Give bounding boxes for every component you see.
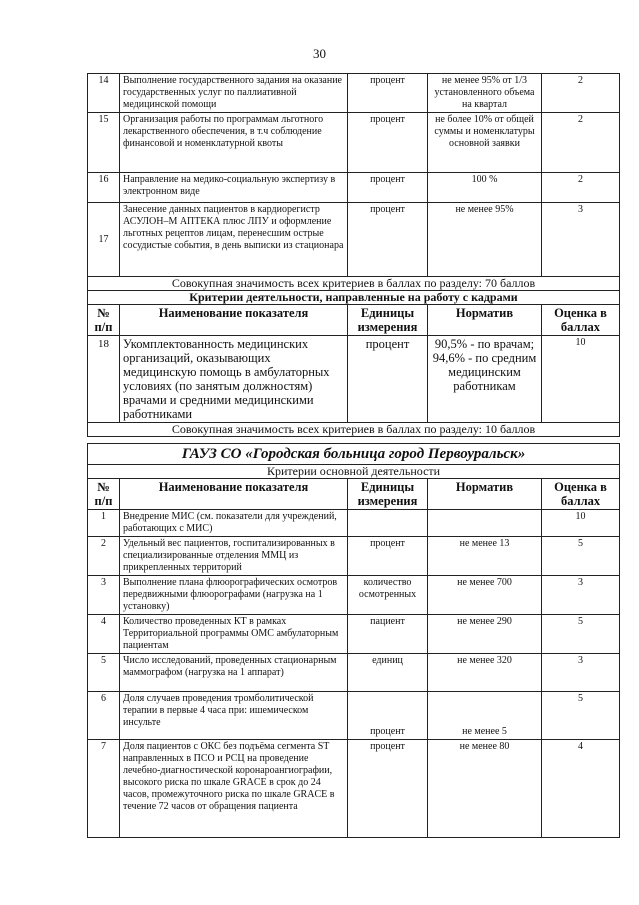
table-row [88, 113, 620, 173]
indicator-name: Удельный вес пациентов, госпитализированных в специализированные отделения ММЦ из прикрепленных территорий [120, 537, 348, 576]
section-subtitle: Критерии основной деятельности [88, 465, 620, 479]
unit: процент [348, 537, 428, 576]
summary-row [88, 277, 620, 291]
hospital-title-row [88, 444, 620, 465]
table-row [88, 74, 620, 113]
header-number: № п/п [88, 305, 120, 336]
table-row [88, 336, 620, 423]
header-name: Наименование показателя [120, 479, 348, 510]
criteria-table-continued [87, 73, 620, 437]
indicator-name: Укомплектованность медицинских организаций, оказывающих медицинскую помощь в амбулаторных условиях (по занятым должностям) врачами и средними медицинскими работниками [120, 336, 348, 423]
table-row [88, 203, 620, 277]
row-number: 14 [88, 74, 120, 113]
norm: не более 10% от общей суммы и номенклатуры основной заявки [428, 113, 542, 173]
row-number: 3 [88, 576, 120, 615]
indicator-name: Занесение данных пациентов в кардиорегистр АСУЛОН–М АПТЕКА плюс ЛПУ и оформление льготных рецептов лицам, перенесшим острые сосудистые события, в день выписки из стационара [120, 203, 348, 277]
unit: количество осмотренных [348, 576, 428, 615]
table-row [88, 692, 620, 740]
table-row [88, 654, 620, 692]
unit: процент [348, 173, 428, 203]
table-row [88, 510, 620, 537]
norm: не менее 13 [428, 537, 542, 576]
header-row [88, 479, 620, 510]
row-number: 6 [88, 692, 120, 740]
indicator-name: Число исследований, проведенных стационарным маммографом (нагрузка на 1 аппарат) [120, 654, 348, 692]
indicator-name: Доля случаев проведения тромболитической терапии в первые 4 часа при: ишемическом инсульте [120, 692, 348, 740]
norm: не менее 290 [428, 615, 542, 654]
indicator-name: Выполнение плана флюорографических осмотров передвижными флюорографами (нагрузка на 1 установку) [120, 576, 348, 615]
score: 2 [542, 74, 620, 113]
unit: процент [348, 74, 428, 113]
hospital-criteria-table [87, 443, 620, 838]
hospital-title: ГАУЗ СО «Городская больница город Первоуральск» [88, 444, 620, 465]
unit: процент [348, 740, 428, 838]
row-number: 5 [88, 654, 120, 692]
score: 5 [542, 537, 620, 576]
norm [428, 510, 542, 537]
norm: не менее 80 [428, 740, 542, 838]
summary-text: Совокупная значимость всех критериев в баллах по разделу: 10 баллов [88, 423, 620, 437]
unit: пациент [348, 615, 428, 654]
norm: не менее 95% от 1/3 установленного объема на квартал [428, 74, 542, 113]
row-number: 17 [88, 203, 120, 277]
header-row [88, 305, 620, 336]
unit: процент [348, 113, 428, 173]
page-number: 30 [313, 46, 326, 61]
summary-row [88, 423, 620, 437]
summary-text: Совокупная значимость всех критериев в баллах по разделу: 70 баллов [88, 277, 620, 291]
norm: не менее 320 [428, 654, 542, 692]
table-row [88, 740, 620, 838]
header-number: № п/п [88, 479, 120, 510]
table-row [88, 537, 620, 576]
score: 3 [542, 654, 620, 692]
header-name: Наименование показателя [120, 305, 348, 336]
section-title: Критерии деятельности, направленные на работу с кадрами [88, 291, 620, 305]
norm: не менее 5 [428, 692, 542, 740]
row-number: 15 [88, 113, 120, 173]
score: 2 [542, 173, 620, 203]
norm: 100 % [428, 173, 542, 203]
unit: единиц [348, 654, 428, 692]
subtitle-row [88, 465, 620, 479]
header-unit: Единицы измерения [348, 305, 428, 336]
row-number: 18 [88, 336, 120, 423]
header-norm: Норматив [428, 305, 542, 336]
score: 3 [542, 203, 620, 277]
section-title-row [88, 291, 620, 305]
row-number: 2 [88, 537, 120, 576]
indicator-name: Внедрение МИС (см. показатели для учреждений, работающих с МИС) [120, 510, 348, 537]
table-row [88, 173, 620, 203]
score: 5 [542, 615, 620, 654]
score: 10 [542, 336, 620, 423]
score: 4 [542, 740, 620, 838]
unit: процент [348, 336, 428, 423]
header-norm: Норматив [428, 479, 542, 510]
row-number: 1 [88, 510, 120, 537]
norm: 90,5% - по врачам; 94,6% - по средним медицинским работникам [428, 336, 542, 423]
unit [348, 510, 428, 537]
header-score: Оценка в баллах [542, 305, 620, 336]
unit: процент [348, 692, 428, 740]
indicator-name: Выполнение государственного задания на оказание государственных услуг по паллиативной медицинской помощи [120, 74, 348, 113]
header-unit: Единицы измерения [348, 479, 428, 510]
score: 2 [542, 113, 620, 173]
header-score: Оценка в баллах [542, 479, 620, 510]
score: 3 [542, 576, 620, 615]
table-row [88, 615, 620, 654]
row-number: 7 [88, 740, 120, 838]
indicator-name: Количество проведенных КТ в рамках Территориальной программы ОМС амбулаторным пациентам [120, 615, 348, 654]
row-number: 16 [88, 173, 120, 203]
row-number: 4 [88, 615, 120, 654]
indicator-name: Организация работы по программам льготного лекарственного обеспечения, в т.ч соблюдение финансовой и номенклатурной квоты [120, 113, 348, 173]
score: 10 [542, 510, 620, 537]
unit: процент [348, 203, 428, 277]
indicator-name: Доля пациентов с ОКС без подъёма сегмента ST направленных в ПСО и РСЦ на проведение лечебно-диагностической коронароангиографии, высокого риска по шкале GRACE в срок до 24 часов, промежуточного риска по шкале GRACE в течение 72 часов от обращения пациента [120, 740, 348, 838]
score: 5 [542, 692, 620, 740]
norm: не менее 95% [428, 203, 542, 277]
norm: не менее 700 [428, 576, 542, 615]
indicator-name: Направление на медико-социальную экспертизу в электронном виде [120, 173, 348, 203]
table-row [88, 576, 620, 615]
